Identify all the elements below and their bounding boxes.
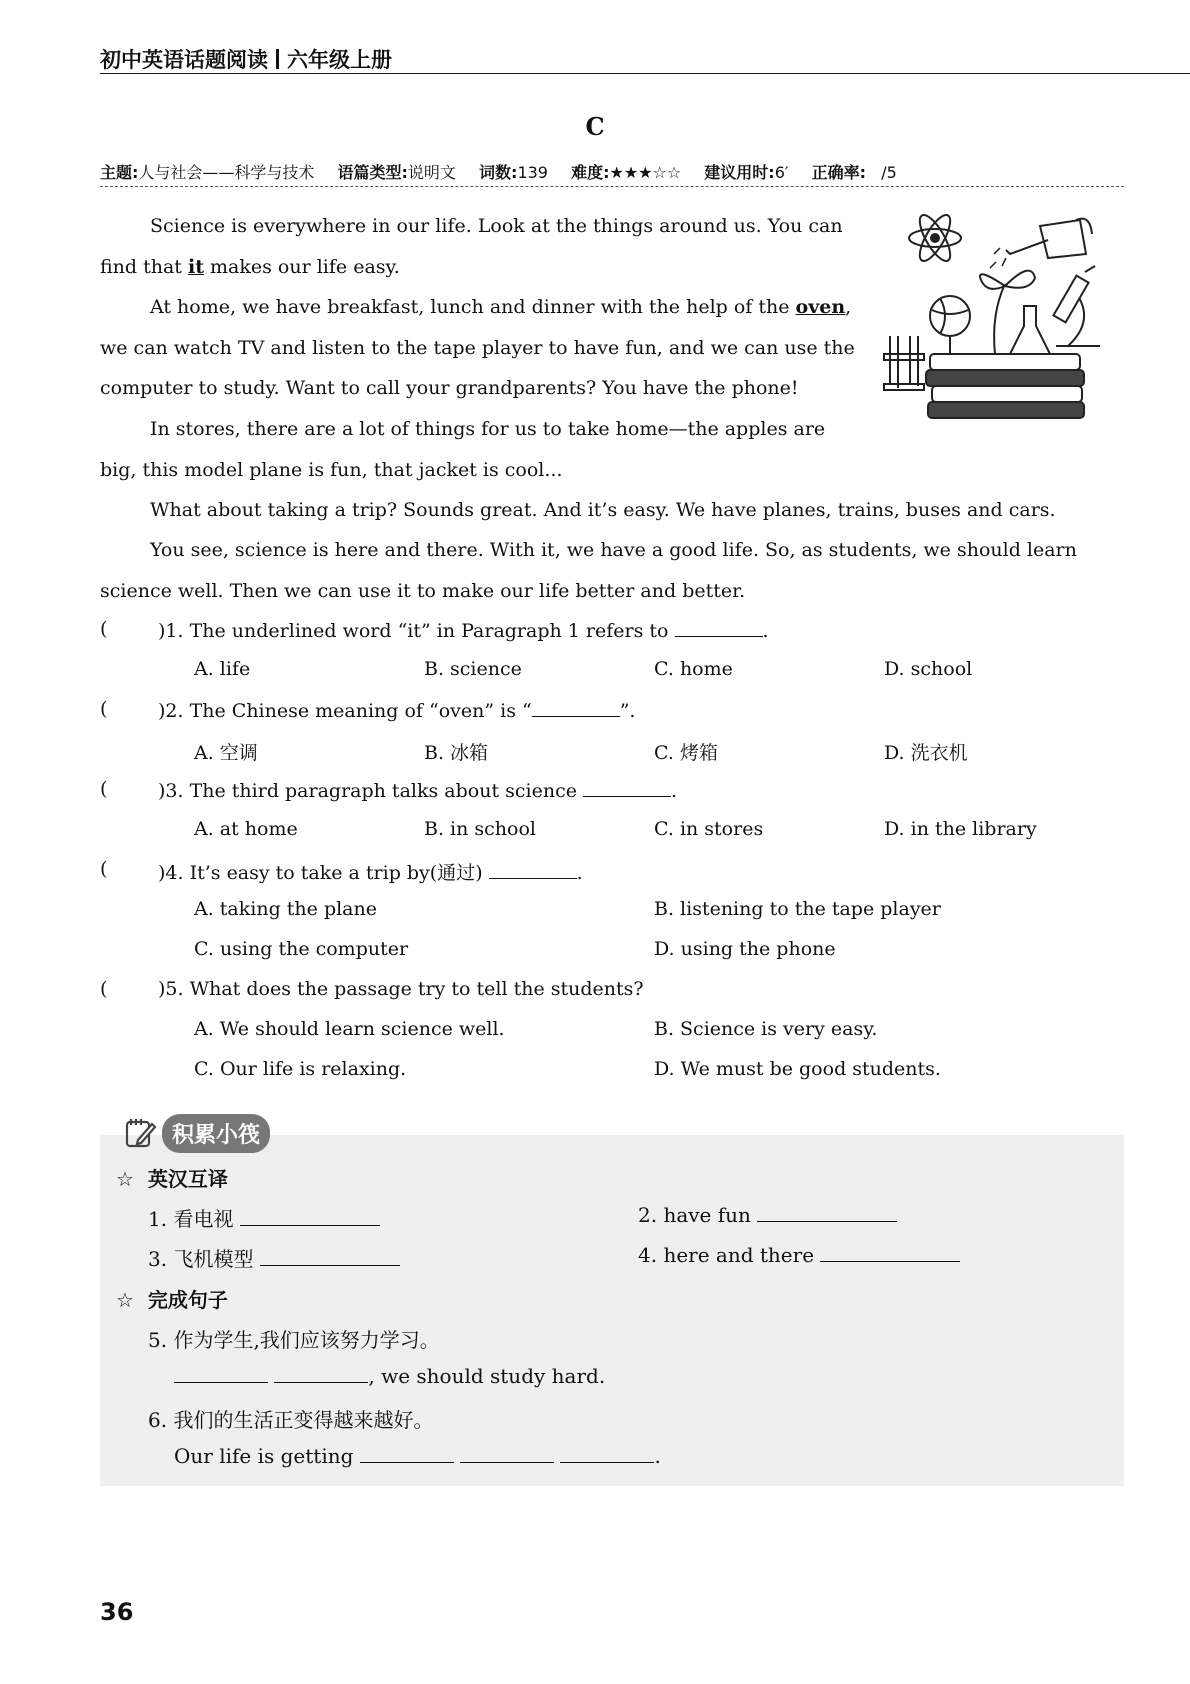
answer-paren-5: (	[100, 978, 108, 1000]
words-label: 词数:	[479, 163, 518, 182]
q5-option-d[interactable]: D. We must be good students.	[654, 1058, 941, 1080]
difficulty-label: 难度:	[571, 163, 610, 182]
q4-option-b[interactable]: B. listening to the tape player	[654, 898, 941, 920]
paragraph-4: What about taking a trip? Sounds great. And it’s easy. We have planes, trains, buses and cars.	[150, 499, 1056, 521]
q5-option-a[interactable]: A. We should learn science well.	[194, 1018, 505, 1040]
answer-paren-3: (	[100, 778, 108, 800]
paragraph-5: You see, science is here and there. With it, we have a good life. So, as students, we should learn science well. Then we can use it to make our life better and better.	[100, 539, 1077, 602]
answer-blank[interactable]	[274, 1364, 368, 1383]
meta-dashed-rule	[100, 186, 1124, 187]
passage-meta	[100, 160, 1120, 183]
watering-can-icon	[990, 219, 1092, 268]
translate-item-1: 1. 看电视	[148, 1203, 380, 1232]
answer-blank[interactable]	[460, 1444, 554, 1463]
books-icon	[926, 354, 1084, 418]
section-title: C	[585, 112, 605, 141]
translate-item-3: 3. 飞机模型	[148, 1243, 400, 1272]
type-label: 语篇类型:	[337, 163, 408, 182]
sentence-5-prompt: 5. 作为学生,我们应该努力学习。	[148, 1328, 440, 1352]
answer-blank[interactable]	[820, 1243, 960, 1262]
q2-option-c[interactable]: C. 烤箱	[654, 742, 718, 764]
answer-blank[interactable]	[532, 698, 620, 717]
atom-icon	[909, 211, 961, 265]
answer-paren-2: (	[100, 698, 108, 720]
translate-item-4: 4. here and there	[638, 1243, 960, 1267]
header-divider	[276, 49, 279, 69]
flask-icon	[1010, 306, 1050, 354]
question-3: )3. The third paragraph talks about science .	[158, 780, 678, 802]
q3-option-a[interactable]: A. at home	[194, 818, 298, 840]
answer-blank[interactable]	[757, 1203, 897, 1222]
star-icon: ☆	[116, 1167, 134, 1191]
sentence-5-answer: , we should study hard.	[174, 1364, 605, 1388]
q3-option-d[interactable]: D. in the library	[884, 818, 1037, 840]
notes-panel	[100, 1135, 1124, 1486]
time-label: 建议用时:	[704, 163, 775, 182]
answer-blank[interactable]	[560, 1444, 654, 1463]
q1-option-b[interactable]: B. science	[424, 658, 522, 680]
answer-blank[interactable]	[240, 1207, 380, 1226]
time-value: 6′	[774, 163, 789, 182]
q5-option-c[interactable]: C. Our life is relaxing.	[194, 1058, 407, 1080]
topic-value: 人与社会——科学与技术	[138, 163, 315, 182]
sentence-6-prompt: 6. 我们的生活正变得越来越好。	[148, 1408, 434, 1432]
test-tubes-icon	[884, 336, 924, 390]
book-title: 初中英语话题阅读	[100, 48, 268, 72]
paragraph-1: Science is everywhere in our life. Look at the things around us. You can find that it makes our life easy.	[100, 215, 843, 278]
microscope-icon	[1053, 266, 1100, 346]
q1-option-c[interactable]: C. home	[654, 658, 733, 680]
notes-title: 积累小筏	[162, 1114, 270, 1153]
sprout-icon	[980, 271, 1035, 354]
q4-option-c[interactable]: C. using the computer	[194, 938, 409, 960]
grade-label: 六年级上册	[287, 48, 392, 72]
paragraph-3: In stores, there are a lot of things for us to take home—the apples are big, this model plane is fun, that jacket is cool...	[100, 418, 826, 481]
notepad-pencil-icon	[124, 1116, 158, 1150]
topic-label: 主题:	[100, 163, 139, 182]
answer-blank[interactable]	[260, 1247, 400, 1266]
q1-option-a[interactable]: A. life	[194, 658, 251, 680]
paragraph-2: At home, we have breakfast, lunch and dinner with the help of the oven, we can watch TV and listen to the tape player to have fun, and we can use the computer to study. Want to call your grandparents? You have the phone!	[100, 296, 855, 399]
running-header	[100, 44, 392, 74]
question-2: )2. The Chinese meaning of “oven” is “ ”.	[158, 700, 636, 722]
question-5: )5. What does the passage try to tell the students?	[158, 978, 644, 1000]
answer-blank[interactable]	[489, 860, 577, 879]
accuracy-label: 正确率:	[811, 163, 867, 182]
q2-option-a[interactable]: A. 空调	[194, 742, 258, 764]
header-rule	[100, 73, 1190, 74]
words-value: 139	[517, 163, 548, 182]
translate-item-2: 2. have fun	[638, 1203, 897, 1227]
subtitle-translate: ☆ 英汉互译	[116, 1167, 228, 1191]
q4-option-d[interactable]: D. using the phone	[654, 938, 836, 960]
notes-tag	[124, 1113, 270, 1153]
answer-blank[interactable]	[360, 1444, 454, 1463]
underlined-oven: oven	[795, 296, 846, 318]
page-number: 36	[100, 1598, 134, 1626]
sentence-6-answer: Our life is getting .	[174, 1444, 661, 1468]
science-illustration	[880, 206, 1116, 438]
q5-option-b[interactable]: B. Science is very easy.	[654, 1018, 878, 1040]
underlined-it: it	[188, 255, 204, 278]
answer-blank[interactable]	[675, 618, 763, 637]
question-1: )1. The underlined word “it” in Paragraph 1 refers to .	[158, 620, 769, 642]
answer-paren-1: (	[100, 618, 108, 640]
star-icon: ☆	[116, 1288, 134, 1312]
q3-option-c[interactable]: C. in stores	[654, 818, 764, 840]
subtitle-complete: ☆ 完成句子	[116, 1288, 228, 1312]
q2-option-d[interactable]: D. 洗衣机	[884, 742, 968, 764]
globe-icon	[930, 296, 970, 354]
q3-option-b[interactable]: B. in school	[424, 818, 536, 840]
q2-option-b[interactable]: B. 冰箱	[424, 742, 489, 764]
answer-paren-4: (	[100, 858, 108, 880]
type-value: 说明文	[407, 163, 456, 182]
question-4: )4. It’s easy to take a trip by(通过) .	[158, 862, 583, 884]
accuracy-value: /5	[881, 163, 897, 182]
answer-blank[interactable]	[174, 1364, 268, 1383]
answer-blank[interactable]	[583, 778, 671, 797]
difficulty-stars: ★★★☆☆	[609, 163, 682, 182]
q1-option-d[interactable]: D. school	[884, 658, 973, 680]
q4-option-a[interactable]: A. taking the plane	[194, 898, 377, 920]
